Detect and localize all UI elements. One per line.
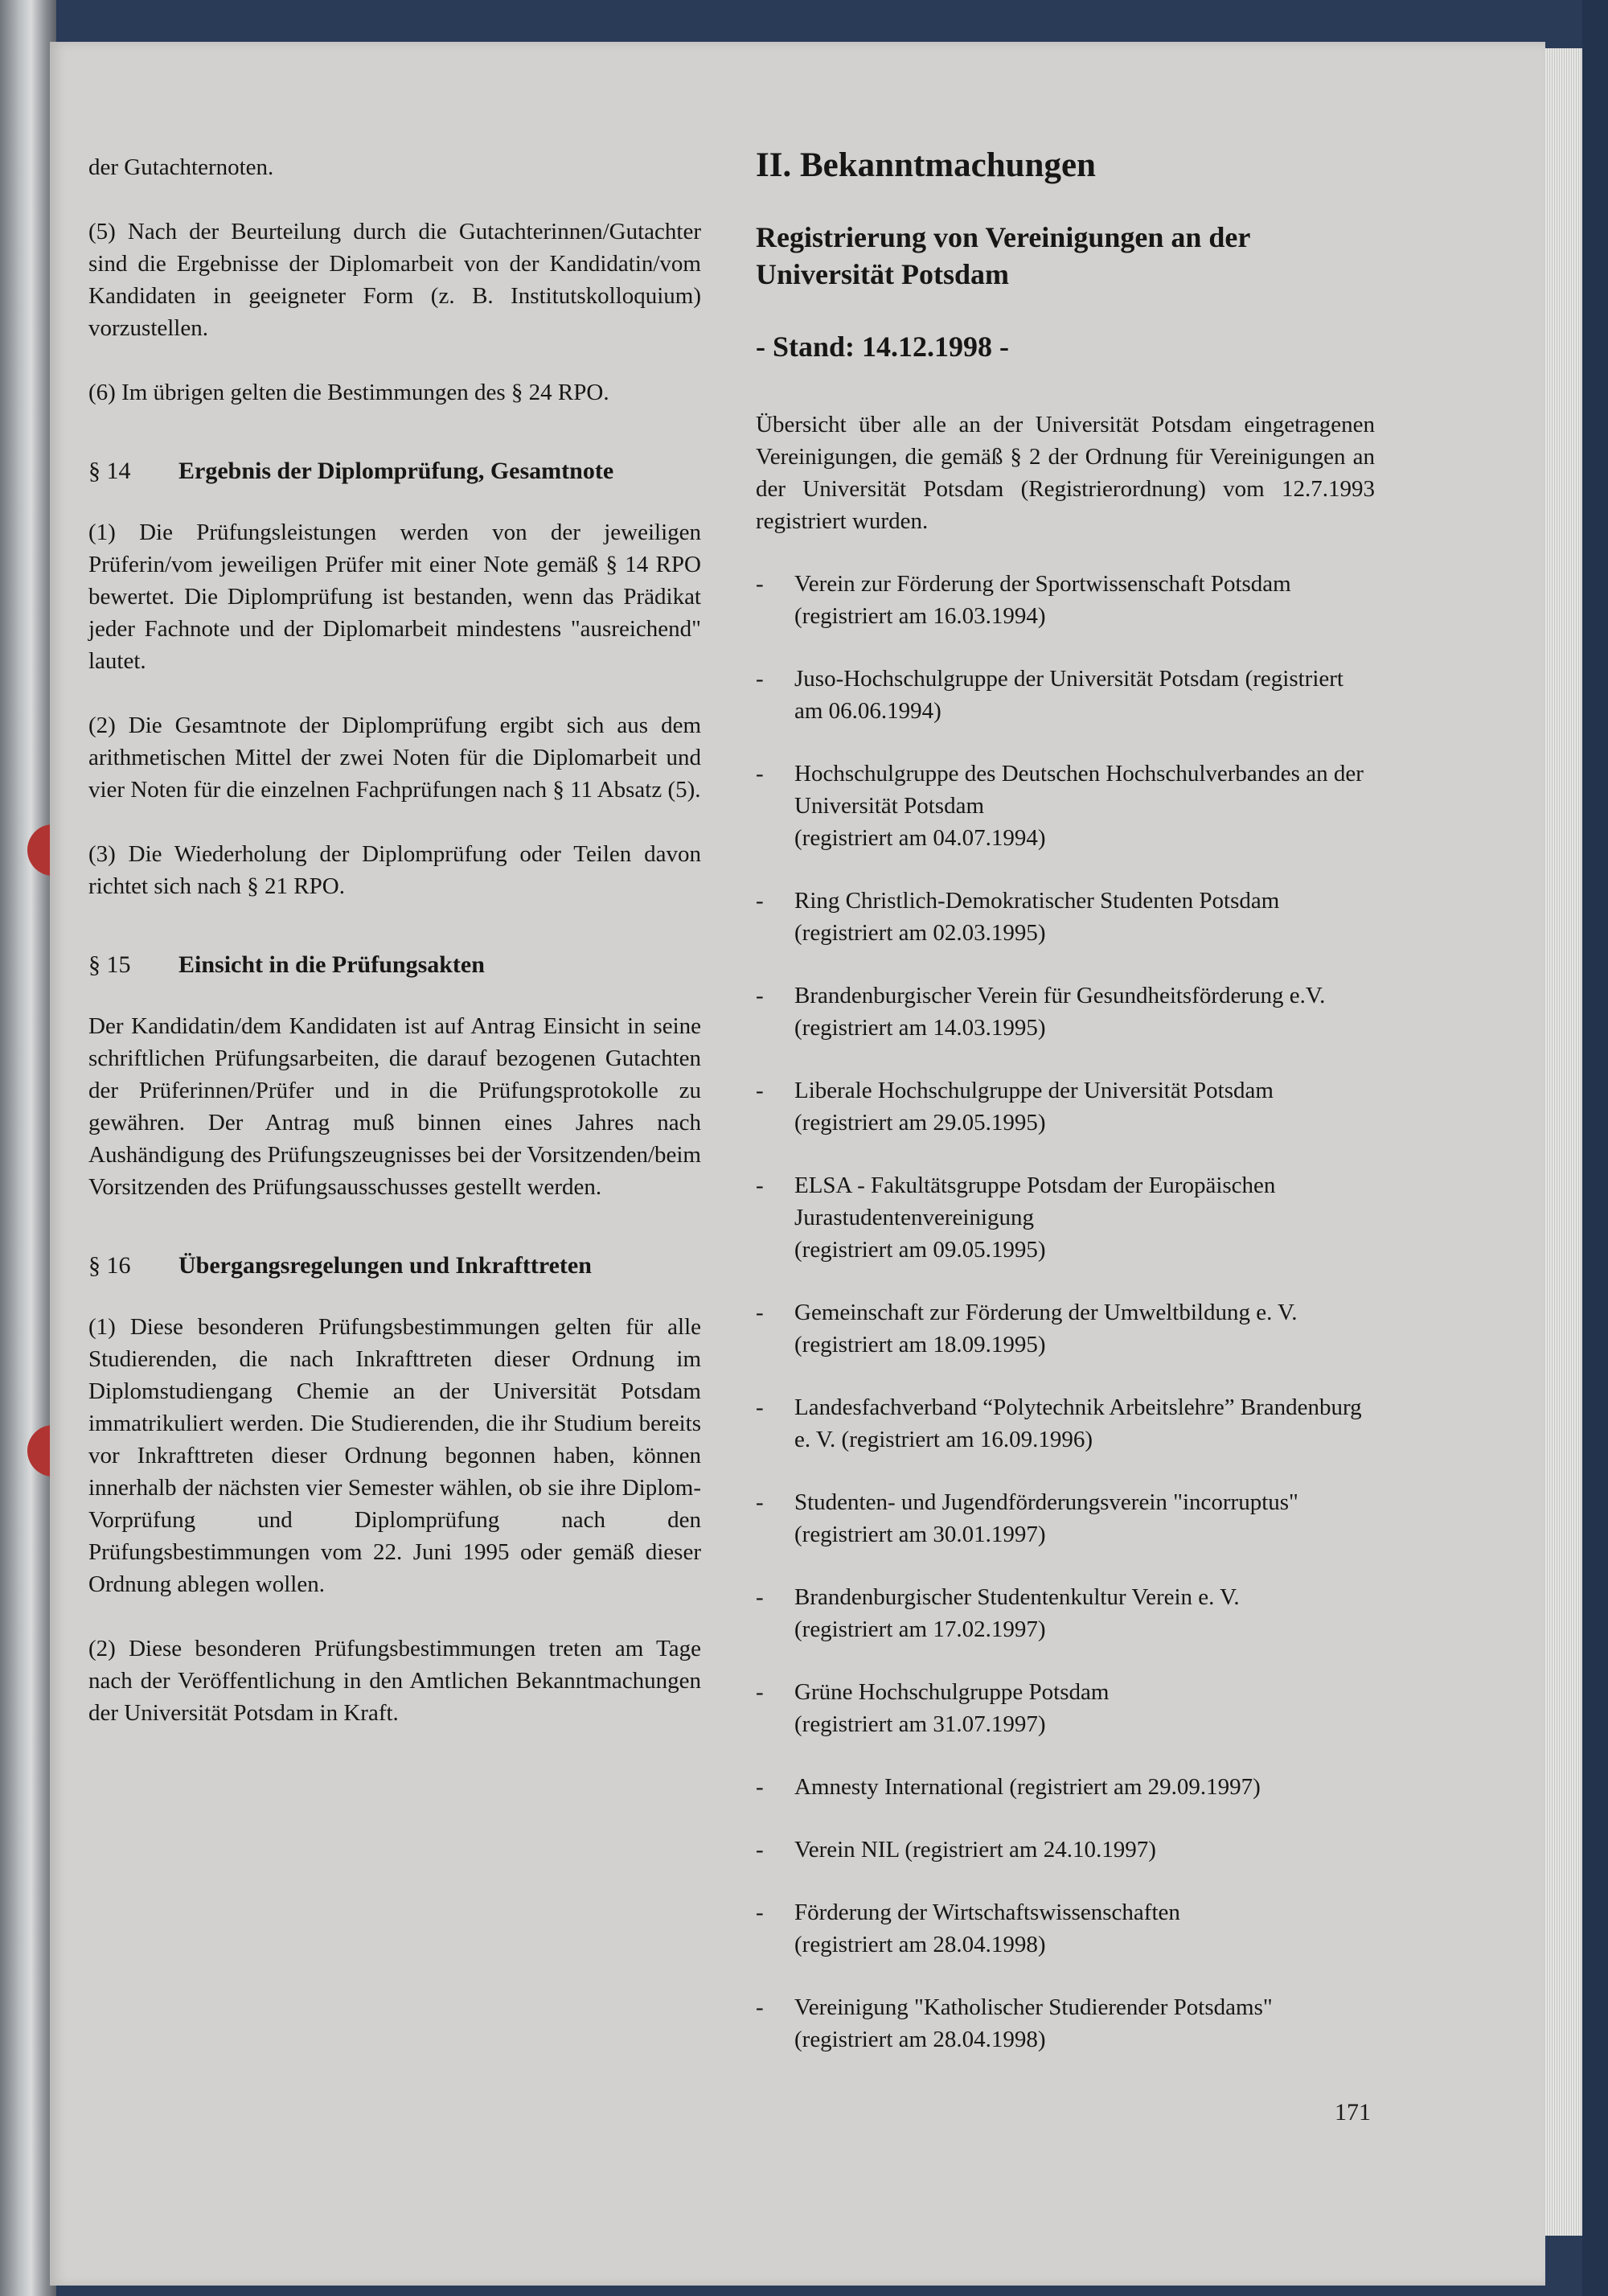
list-item <box>756 1391 1375 1456</box>
section-number: § 15 <box>88 951 131 978</box>
list-item-text <box>794 1296 1375 1361</box>
section-16-heading <box>88 1250 701 1282</box>
association-name: Förderung der Wirtschaftswissenschaften <box>794 1900 1180 1925</box>
association-name: Liberale Hochschulgruppe der Universität Potsdam <box>794 1078 1274 1103</box>
section-14-paragraph-2: (2) Die Gesamtnote der Diplomprüfung ergibt sich aus dem arithmetischen Mittel der zwei Noten für die Diplomarbeit und vier Noten für die einzelnen Fachprüfungen nach § 11 Absatz (5). <box>88 713 701 803</box>
sub-heading: Registrierung von Vereinigungen an der Universität Potsdam <box>756 221 1250 290</box>
list-item-text <box>794 885 1375 949</box>
page-number: 171 <box>1335 2099 1371 2126</box>
association-name: Verein NIL (registriert am 24.10.1997) <box>794 1837 1156 1863</box>
list-item-text <box>794 1771 1375 1803</box>
section-15-paragraph-1: Der Kandidatin/dem Kandidaten ist auf Antrag Einsicht in seine schriftlichen Prüfungsarbeiten, die darauf bezogenen Gutachten der Prüferinnen/Prüfer und in die Prüfungsprotokolle zu gewähren. Der Antrag muß binnen eines Jahres nach Aushändigung des Prüfungszeugnisses bei der Vorsitzenden/beim Vorsitzenden des Prüfungsausschusses gestellt werden. <box>88 1013 701 1200</box>
list-item-text <box>794 1581 1375 1645</box>
section-14-paragraph-3: (3) Die Wiederholung der Diplomprüfung oder Teilen davon richtet sich nach § 21 RPO. <box>88 841 701 899</box>
association-name: Landesfachverband “Polytechnik Arbeitslehre” Brandenburg e. V. (registriert am 16.09.1996) <box>794 1394 1362 1452</box>
association-name: Juso-Hochschulgruppe der Universität Potsdam (registriert am 06.06.1994) <box>794 666 1343 724</box>
list-item-text <box>794 1991 1375 2056</box>
date-line: - Stand: 14.12.1998 - <box>756 331 1010 363</box>
section-number: § 16 <box>88 1252 131 1279</box>
list-dash: - <box>756 1394 764 1420</box>
list-dash: - <box>756 1078 764 1103</box>
registration-date: (registriert am 02.03.1995) <box>794 920 1046 946</box>
association-name: ELSA - Fakultätsgruppe Potsdam der Europäischen Jurastudentenvereinigung <box>794 1173 1276 1230</box>
left-column <box>88 151 701 1729</box>
list-item <box>756 1486 1375 1551</box>
registration-date: (registriert am 16.03.1994) <box>794 603 1046 629</box>
list-dash: - <box>756 1489 764 1515</box>
list-item <box>756 1581 1375 1645</box>
list-item <box>756 663 1375 727</box>
list-item <box>756 568 1375 632</box>
registration-date: (registriert am 28.04.1998) <box>794 2027 1046 2052</box>
list-item-text <box>794 758 1375 854</box>
list-item <box>756 1991 1375 2056</box>
list-dash: - <box>756 1900 764 1925</box>
section-title: Übergangsregelungen und Inkrafttreten <box>178 1252 592 1279</box>
list-item-text <box>794 1074 1375 1139</box>
list-item <box>756 758 1375 854</box>
association-name: Ring Christlich-Demokratischer Studenten Potsdam <box>794 888 1280 914</box>
list-dash: - <box>756 1173 764 1198</box>
list-dash: - <box>756 571 764 597</box>
list-dash: - <box>756 1679 764 1705</box>
registration-date: (registriert am 29.05.1995) <box>794 1110 1046 1136</box>
paragraph-6: (6) Im übrigen gelten die Bestimmungen des § 24 RPO. <box>88 380 609 405</box>
list-item-text <box>794 1391 1375 1456</box>
registration-list <box>756 568 1375 2056</box>
section-15-heading <box>88 949 701 981</box>
association-name: Verein zur Förderung der Sportwissenschaft Potsdam <box>794 571 1291 597</box>
section-14-paragraph-1: (1) Die Prüfungsleistungen werden von der jeweiligen Prüferin/vom jeweiligen Prüfer mit einer Note gemäß § 14 RPO bewertet. Die Diplomprüfung ist bestanden, wenn das Prädikat jeder Fachnote und der Diplomarbeit mindestens "ausreichend" lautet. <box>88 520 701 674</box>
paragraph-5: (5) Nach der Beurteilung durch die Gutachterinnen/Gutachter sind die Ergebnisse der Diplomarbeit von der Kandidatin/vom Kandidaten in geeigneter Form (z. B. Institutskolloquium) vorzustellen. <box>88 219 701 341</box>
association-name: Grüne Hochschulgruppe Potsdam <box>794 1679 1110 1705</box>
list-dash: - <box>756 666 764 692</box>
list-item-text <box>794 568 1375 632</box>
registration-date: (registriert am 17.02.1997) <box>794 1616 1046 1642</box>
list-dash: - <box>756 1300 764 1325</box>
list-item <box>756 1074 1375 1139</box>
association-name: Brandenburgischer Studentenkultur Verein e. V. <box>794 1584 1240 1610</box>
main-heading: II. Bekanntmachungen <box>756 146 1096 184</box>
section-14-heading <box>88 455 701 487</box>
list-item-text <box>794 1169 1375 1266</box>
registration-date: (registriert am 09.05.1995) <box>794 1237 1046 1263</box>
registration-date: (registriert am 28.04.1998) <box>794 1932 1046 1957</box>
list-dash: - <box>756 888 764 914</box>
list-dash: - <box>756 1774 764 1800</box>
list-item <box>756 1296 1375 1361</box>
list-item-text <box>794 663 1375 727</box>
list-item-text <box>794 1896 1375 1961</box>
list-item <box>756 1896 1375 1961</box>
list-dash: - <box>756 1994 764 2020</box>
section-title: Einsicht in die Prüfungsakten <box>178 951 485 978</box>
list-item <box>756 1834 1375 1866</box>
section-number: § 14 <box>88 458 131 484</box>
association-name: Brandenburgischer Verein für Gesundheitsförderung e.V. (registriert am 14.03.1995) <box>794 983 1326 1041</box>
registration-date: (registriert am 18.09.1995) <box>794 1332 1046 1357</box>
list-item-text <box>794 980 1375 1044</box>
association-name: Vereinigung "Katholischer Studierender Potsdams" <box>794 1994 1273 2020</box>
list-item <box>756 1771 1375 1803</box>
list-item <box>756 1676 1375 1740</box>
list-dash: - <box>756 983 764 1008</box>
list-item <box>756 885 1375 949</box>
intro-paragraph: Übersicht über alle an der Universität Potsdam eingetragenen Vereinigungen, die gemäß § 2 der Ordnung für Vereinigungen an der Universität Potsdam (Registrierordnung) vom 12.7.1993 registriert wurden. <box>756 412 1375 534</box>
book-cover-right <box>1582 0 1608 2296</box>
registration-date: (registriert am 30.01.1997) <box>794 1522 1046 1547</box>
list-dash: - <box>756 1837 764 1863</box>
association-name: Hochschulgruppe des Deutschen Hochschulverbandes an der Universität Potsdam <box>794 761 1364 819</box>
list-item <box>756 980 1375 1044</box>
right-column <box>756 145 1375 2086</box>
book-binding-left <box>0 0 56 2296</box>
list-item-text <box>794 1486 1375 1551</box>
section-16-paragraph-2: (2) Diese besonderen Prüfungsbestimmungen treten am Tage nach der Veröffentlichung in den Amtlichen Bekanntmachungen der Universität Potsdam in Kraft. <box>88 1636 701 1726</box>
list-dash: - <box>756 1584 764 1610</box>
registration-date: (registriert am 31.07.1997) <box>794 1711 1046 1737</box>
page-edges <box>1545 48 1582 2236</box>
association-name: Amnesty International (registriert am 29.09.1997) <box>794 1774 1261 1800</box>
list-item <box>756 1169 1375 1266</box>
association-name: Gemeinschaft zur Förderung der Umweltbildung e. V. <box>794 1300 1298 1325</box>
list-dash: - <box>756 761 764 787</box>
registration-date: (registriert am 04.07.1994) <box>794 825 1046 851</box>
list-item-text <box>794 1834 1375 1866</box>
section-16-paragraph-1: (1) Diese besonderen Prüfungsbestimmungen gelten für alle Studierenden, die nach Inkrafttreten dieser Ordnung im Diplomstudiengang Chemie an der Universität Potsdam immatrikuliert werden. Die Studierenden, die ihr Studium bereits vor Inkrafttreten dieser Ordnung begonnen haben, können innerhalb der nächsten vier Semester wählen, ob sie ihre Diplom-Vorprüfung und Diplomprüfung nach den Prüfungsbestimmungen vom 22. Juni 1995 oder gemäß dieser Ordnung ablegen wollen. <box>88 1314 701 1597</box>
section-title: Ergebnis der Diplomprüfung, Gesamtnote <box>178 458 614 484</box>
list-item-text <box>794 1676 1375 1740</box>
association-name: Studenten- und Jugendförderungsverein "incorruptus" <box>794 1489 1298 1515</box>
paragraph-continued: der Gutachternoten. <box>88 154 274 180</box>
